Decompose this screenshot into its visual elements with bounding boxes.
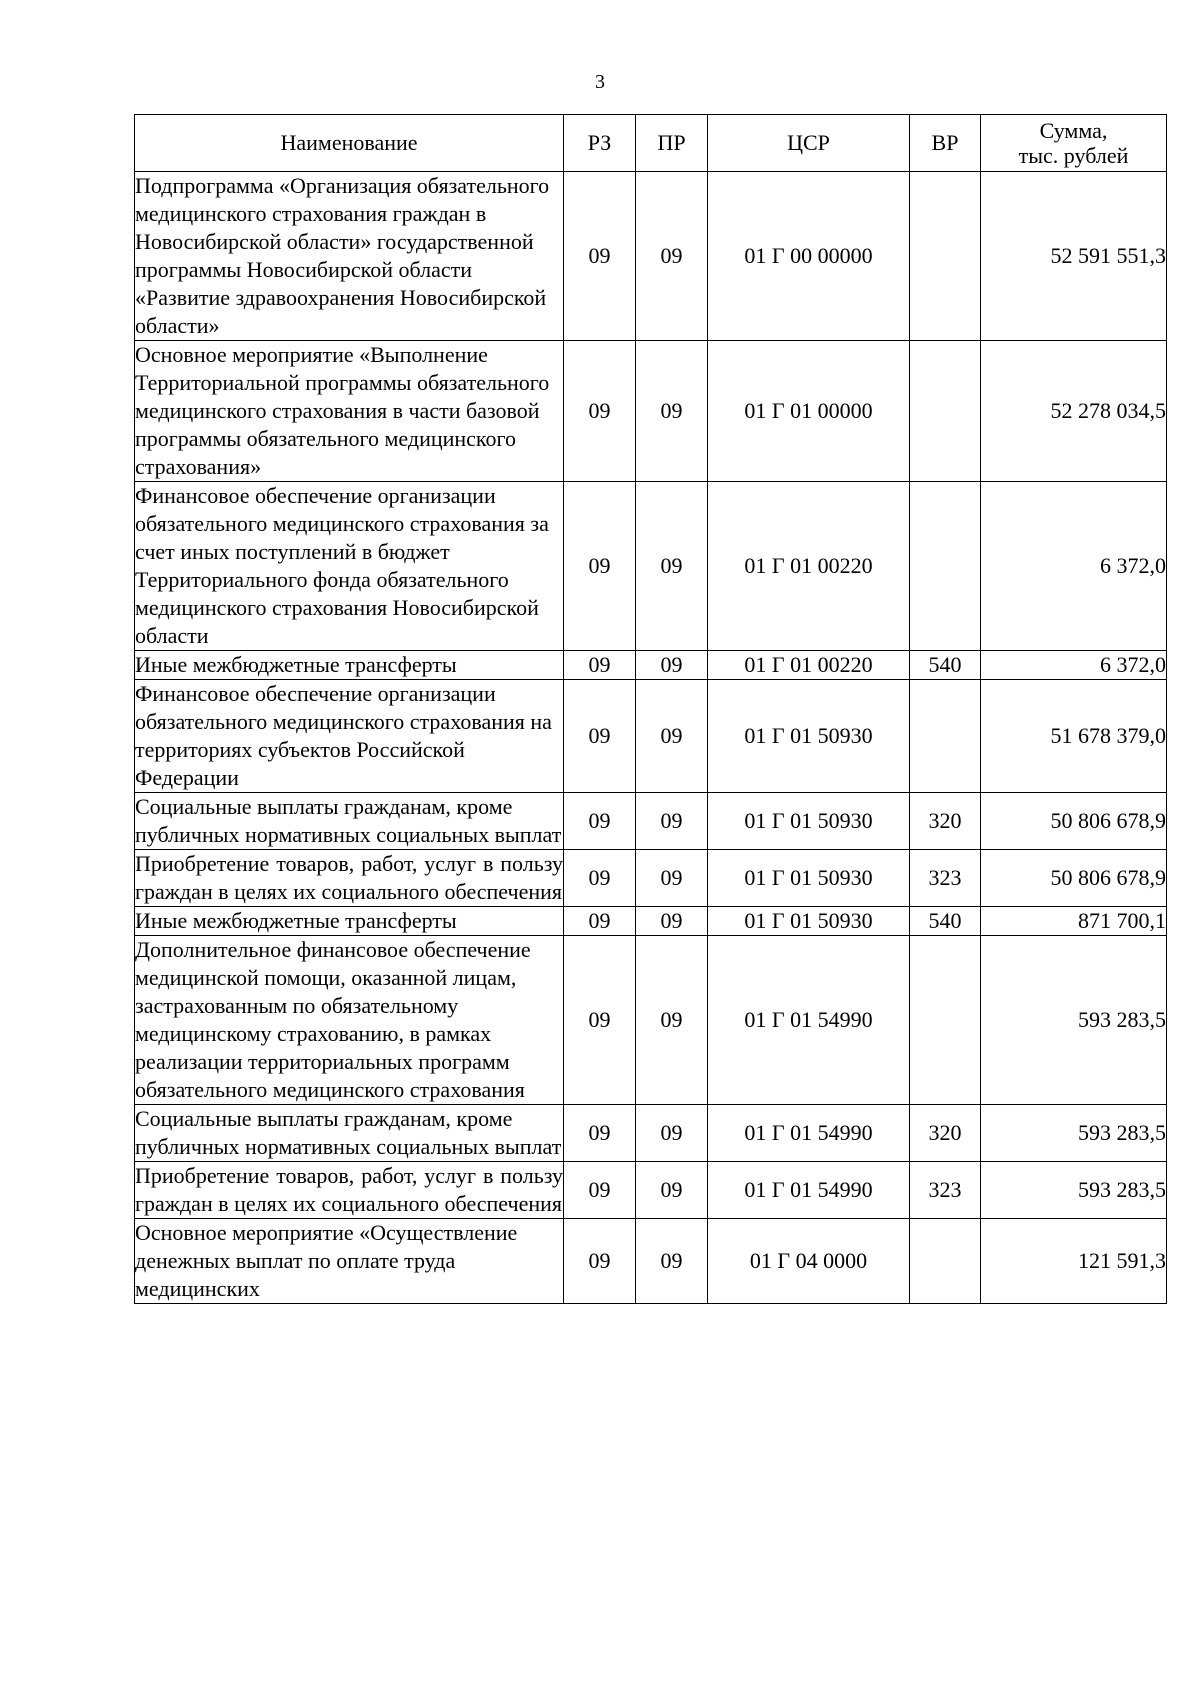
row-name: Дополнительное финансовое обеспечение медицинской помощи, оказанной лицам, застрахованным по обязательному медицинскому страхованию, в рамках реализации территориальных программ обязательного медицинского страхования — [135, 936, 564, 1105]
row-rz: 09 — [564, 341, 636, 482]
row-sum: 52 591 551,3 — [981, 172, 1167, 341]
row-vr: 320 — [910, 793, 981, 850]
page-number: 3 — [595, 71, 605, 93]
row-pr: 09 — [636, 907, 708, 936]
header-sum-line1: Сумма, — [1039, 118, 1108, 143]
row-csr: 01 Г 00 00000 — [708, 172, 910, 341]
row-name: Иные межбюджетные трансферты — [135, 907, 564, 936]
header-name: Наименование — [135, 115, 564, 172]
row-vr: 323 — [910, 850, 981, 907]
header-rz: РЗ — [564, 115, 636, 172]
row-rz: 09 — [564, 482, 636, 651]
row-csr: 01 Г 01 50930 — [708, 907, 910, 936]
row-name: Финансовое обеспечение организации обязательного медицинского страхования на территориях субъектов Российской Федерации — [135, 680, 564, 793]
row-name: Социальные выплаты гражданам, кроме публичных нормативных социальных выплат — [135, 793, 564, 850]
row-csr: 01 Г 01 00220 — [708, 651, 910, 680]
row-csr: 01 Г 01 54990 — [708, 1105, 910, 1162]
row-vr — [910, 482, 981, 651]
row-rz: 09 — [564, 680, 636, 793]
header-csr: ЦСР — [708, 115, 910, 172]
row-pr: 09 — [636, 341, 708, 482]
row-vr: 320 — [910, 1105, 981, 1162]
table-row — [135, 680, 1167, 793]
row-sum: 121 591,3 — [981, 1219, 1167, 1304]
row-vr — [910, 1219, 981, 1304]
row-pr: 09 — [636, 651, 708, 680]
header-pr: ПР — [636, 115, 708, 172]
row-sum: 52 278 034,5 — [981, 341, 1167, 482]
row-sum: 871 700,1 — [981, 907, 1167, 936]
row-name: Основное мероприятие «Выполнение Территориальной программы обязательного медицинского страхования в части базовой программы обязательного медицинского страхования» — [135, 341, 564, 482]
table-row — [135, 1162, 1167, 1219]
row-vr: 323 — [910, 1162, 981, 1219]
row-name: Финансовое обеспечение организации обязательного медицинского страхования за счет иных поступлений в бюджет Территориального фонда обязательного медицинского страхования Новосибирской области — [135, 482, 564, 651]
row-csr: 01 Г 01 50930 — [708, 850, 910, 907]
row-rz: 09 — [564, 793, 636, 850]
row-name: Подпрограмма «Организация обязательного медицинского страхования граждан в Новосибирской области» государственной программы Новосибирской области «Развитие здравоохранения Новосибирской области» — [135, 172, 564, 341]
row-rz: 09 — [564, 907, 636, 936]
row-name: Приобретение товаров, работ, услуг в пользу граждан в целях их социального обеспечения — [135, 850, 564, 907]
row-sum: 50 806 678,9 — [981, 793, 1167, 850]
row-rz: 09 — [564, 936, 636, 1105]
row-sum: 6 372,0 — [981, 482, 1167, 651]
table-row — [135, 907, 1167, 936]
row-rz: 09 — [564, 1162, 636, 1219]
table-row — [135, 341, 1167, 482]
table-row — [135, 651, 1167, 680]
row-csr: 01 Г 01 00220 — [708, 482, 910, 651]
table-row — [135, 850, 1167, 907]
row-vr — [910, 341, 981, 482]
row-vr — [910, 680, 981, 793]
row-vr: 540 — [910, 651, 981, 680]
row-csr: 01 Г 04 0000 — [708, 1219, 910, 1304]
row-csr: 01 Г 01 54990 — [708, 1162, 910, 1219]
row-pr: 09 — [636, 936, 708, 1105]
budget-table — [134, 114, 1167, 1304]
row-pr: 09 — [636, 1219, 708, 1304]
row-rz: 09 — [564, 651, 636, 680]
table-row — [135, 793, 1167, 850]
header-vr: ВР — [910, 115, 981, 172]
table-row — [135, 1219, 1167, 1304]
row-csr: 01 Г 01 00000 — [708, 341, 910, 482]
row-name: Иные межбюджетные трансферты — [135, 651, 564, 680]
row-vr — [910, 936, 981, 1105]
table-header-row — [135, 115, 1167, 172]
row-pr: 09 — [636, 1105, 708, 1162]
row-csr: 01 Г 01 50930 — [708, 680, 910, 793]
row-name: Основное мероприятие «Осуществление денежных выплат по оплате труда медицинских — [135, 1219, 564, 1304]
row-rz: 09 — [564, 1105, 636, 1162]
row-sum: 50 806 678,9 — [981, 850, 1167, 907]
row-name: Социальные выплаты гражданам, кроме публичных нормативных социальных выплат — [135, 1105, 564, 1162]
row-sum: 6 372,0 — [981, 651, 1167, 680]
row-pr: 09 — [636, 482, 708, 651]
row-rz: 09 — [564, 1219, 636, 1304]
table-row — [135, 936, 1167, 1105]
header-sum-line2: тыс. рублей — [1018, 143, 1129, 168]
row-vr — [910, 172, 981, 341]
row-sum: 593 283,5 — [981, 936, 1167, 1105]
row-csr: 01 Г 01 54990 — [708, 936, 910, 1105]
row-rz: 09 — [564, 172, 636, 341]
row-vr: 540 — [910, 907, 981, 936]
row-csr: 01 Г 01 50930 — [708, 793, 910, 850]
row-pr: 09 — [636, 850, 708, 907]
row-rz: 09 — [564, 850, 636, 907]
row-pr: 09 — [636, 793, 708, 850]
row-pr: 09 — [636, 1162, 708, 1219]
row-pr: 09 — [636, 172, 708, 341]
table-row — [135, 482, 1167, 651]
row-sum: 593 283,5 — [981, 1105, 1167, 1162]
header-sum — [981, 115, 1167, 172]
row-name: Приобретение товаров, работ, услуг в пользу граждан в целях их социального обеспечения — [135, 1162, 564, 1219]
table-row — [135, 1105, 1167, 1162]
table-row — [135, 172, 1167, 341]
row-sum: 593 283,5 — [981, 1162, 1167, 1219]
row-pr: 09 — [636, 680, 708, 793]
row-sum: 51 678 379,0 — [981, 680, 1167, 793]
